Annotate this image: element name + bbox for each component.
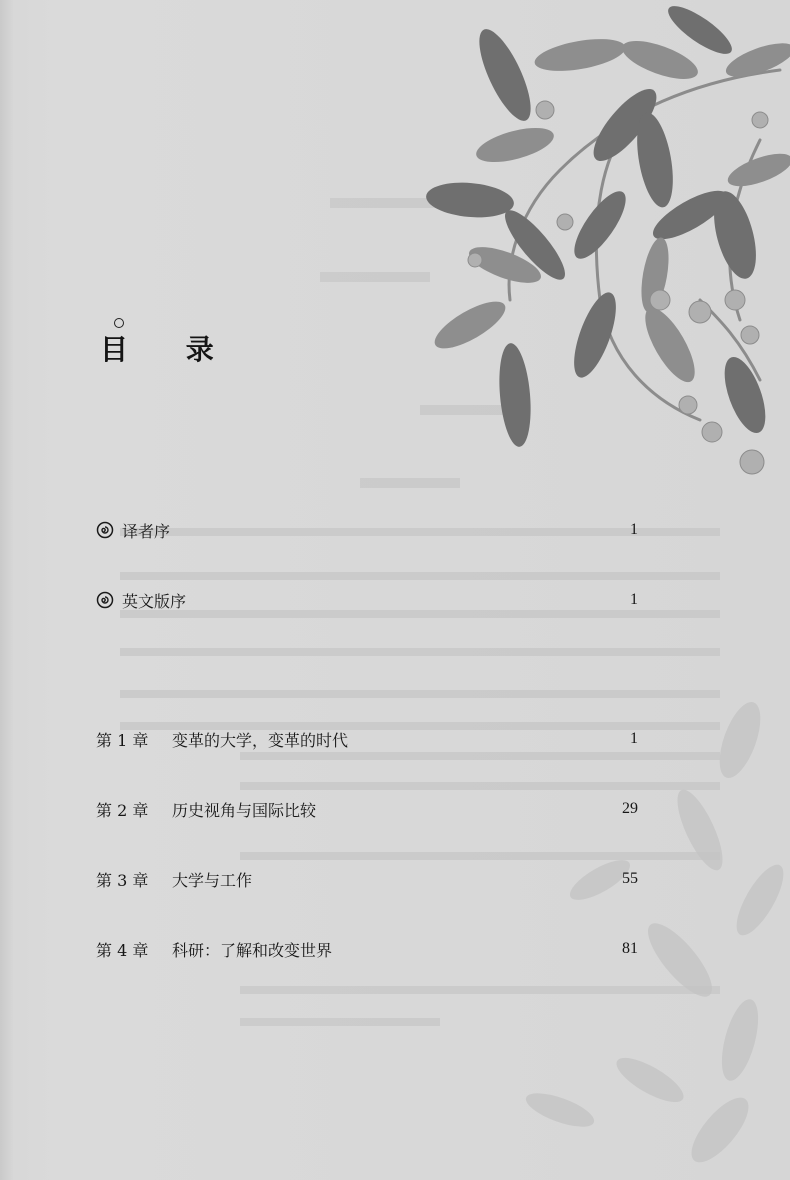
toc-entry-chapter-2[interactable] [96,796,638,822]
toc-page-number: 29 [622,800,638,817]
chapter-number: 第 1 章 [96,730,149,750]
chapter-title: 变革的大学，变革的时代 [172,730,349,750]
toc-entry-label: 译者序 [122,521,171,541]
chapter-number: 第 2 章 [96,800,149,820]
toc-page-number: 1 [630,730,638,747]
toc-entry-chapter-4[interactable] [96,936,638,962]
page-title: 目 录 [100,333,238,366]
chapter-number: 第 3 章 [96,870,149,890]
toc-page-number: 1 [630,521,638,538]
title-ornament [114,318,124,328]
toc-entry-chapter-1[interactable] [96,726,638,752]
chapter-number: 第 4 章 [96,940,149,960]
spiral-icon [96,591,114,609]
spiral-icon [96,521,114,539]
chapter-title: 科研：了解和改变世界 [172,940,333,960]
toc-entry-label: 英文版序 [122,591,187,611]
chapter-title: 大学与工作 [172,870,253,890]
toc-page-number: 55 [622,870,638,887]
toc-entry-translator-preface[interactable] [96,517,638,543]
toc-page-number: 81 [622,940,638,957]
chapter-title: 历史视角与国际比较 [172,800,317,820]
toc-page-number: 1 [630,591,638,608]
toc-entry-chapter-3[interactable] [96,866,638,892]
toc-entry-english-preface[interactable] [96,587,638,613]
